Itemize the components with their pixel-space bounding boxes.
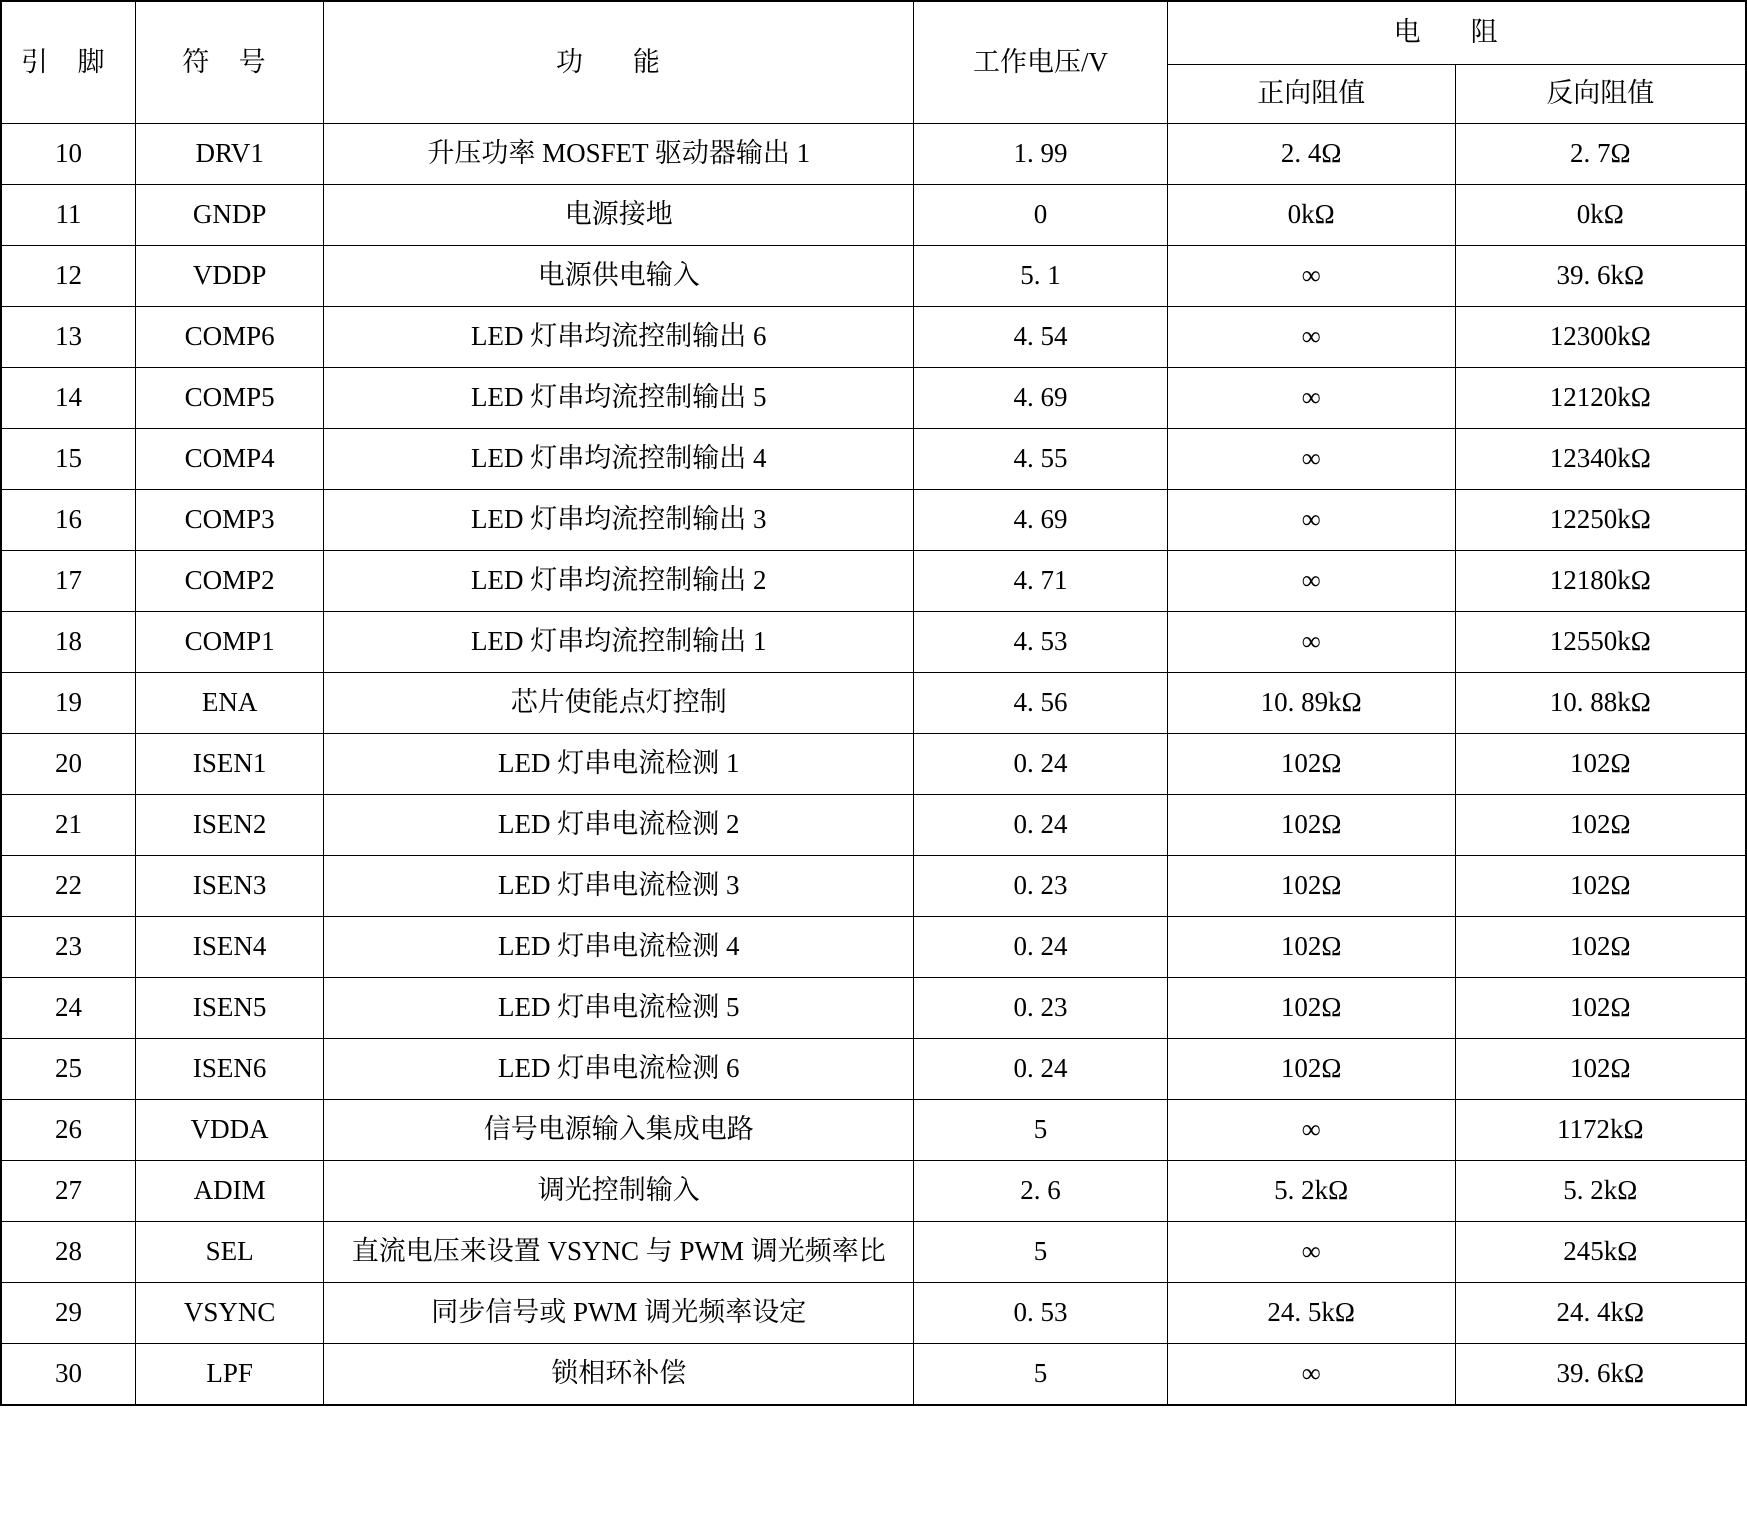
cell-function: LED 灯串均流控制输出 1 (324, 612, 914, 673)
column-header-voltage: 工作电压/V (914, 1, 1168, 124)
cell-reverse-resistance: 10. 88kΩ (1455, 673, 1746, 734)
cell-symbol: ISEN4 (135, 917, 324, 978)
cell-forward-resistance: 102Ω (1167, 978, 1455, 1039)
table-row (1, 1100, 1746, 1161)
cell-function: 升压功率 MOSFET 驱动器输出 1 (324, 124, 914, 185)
cell-forward-resistance: ∞ (1167, 429, 1455, 490)
cell-forward-resistance: ∞ (1167, 612, 1455, 673)
cell-reverse-resistance: 102Ω (1455, 978, 1746, 1039)
cell-forward-resistance: 5. 2kΩ (1167, 1161, 1455, 1222)
cell-forward-resistance: ∞ (1167, 1344, 1455, 1405)
cell-forward-resistance: 2. 4Ω (1167, 124, 1455, 185)
column-header-function: 功 能 (324, 1, 914, 124)
cell-pin: 20 (1, 734, 135, 795)
cell-reverse-resistance: 12120kΩ (1455, 368, 1746, 429)
cell-forward-resistance: ∞ (1167, 1100, 1455, 1161)
cell-voltage: 5 (914, 1344, 1168, 1405)
cell-function: LED 灯串均流控制输出 5 (324, 368, 914, 429)
cell-function: 电源接地 (324, 185, 914, 246)
cell-forward-resistance: ∞ (1167, 1222, 1455, 1283)
table-row (1, 856, 1746, 917)
cell-reverse-resistance: 12300kΩ (1455, 307, 1746, 368)
cell-pin: 26 (1, 1100, 135, 1161)
cell-voltage: 4. 55 (914, 429, 1168, 490)
cell-reverse-resistance: 24. 4kΩ (1455, 1283, 1746, 1344)
cell-voltage: 0. 24 (914, 795, 1168, 856)
cell-reverse-resistance: 102Ω (1455, 856, 1746, 917)
table-row (1, 551, 1746, 612)
cell-voltage: 5. 1 (914, 246, 1168, 307)
cell-pin: 14 (1, 368, 135, 429)
cell-voltage: 4. 71 (914, 551, 1168, 612)
cell-forward-resistance: 102Ω (1167, 1039, 1455, 1100)
cell-symbol: DRV1 (135, 124, 324, 185)
table-row (1, 490, 1746, 551)
column-header-reverse-resistance: 反向阻值 (1455, 65, 1746, 124)
cell-voltage: 4. 53 (914, 612, 1168, 673)
cell-symbol: LPF (135, 1344, 324, 1405)
cell-pin: 29 (1, 1283, 135, 1344)
cell-symbol: ISEN6 (135, 1039, 324, 1100)
cell-voltage: 2. 6 (914, 1161, 1168, 1222)
cell-symbol: VDDA (135, 1100, 324, 1161)
cell-symbol: ISEN2 (135, 795, 324, 856)
cell-pin: 13 (1, 307, 135, 368)
cell-reverse-resistance: 102Ω (1455, 1039, 1746, 1100)
cell-forward-resistance: 0kΩ (1167, 185, 1455, 246)
cell-function: LED 灯串电流检测 5 (324, 978, 914, 1039)
cell-function: LED 灯串电流检测 6 (324, 1039, 914, 1100)
cell-voltage: 4. 69 (914, 368, 1168, 429)
cell-function: 同步信号或 PWM 调光频率设定 (324, 1283, 914, 1344)
cell-voltage: 5 (914, 1222, 1168, 1283)
cell-forward-resistance: ∞ (1167, 368, 1455, 429)
cell-symbol: COMP6 (135, 307, 324, 368)
cell-reverse-resistance: 5. 2kΩ (1455, 1161, 1746, 1222)
cell-pin: 21 (1, 795, 135, 856)
cell-function: LED 灯串均流控制输出 4 (324, 429, 914, 490)
table-row (1, 795, 1746, 856)
cell-forward-resistance: ∞ (1167, 490, 1455, 551)
cell-reverse-resistance: 245kΩ (1455, 1222, 1746, 1283)
table-row (1, 673, 1746, 734)
table-row (1, 1161, 1746, 1222)
table-body (1, 124, 1746, 1405)
cell-pin: 23 (1, 917, 135, 978)
cell-reverse-resistance: 0kΩ (1455, 185, 1746, 246)
cell-forward-resistance: ∞ (1167, 551, 1455, 612)
cell-forward-resistance: ∞ (1167, 307, 1455, 368)
cell-reverse-resistance: 102Ω (1455, 917, 1746, 978)
table-row (1, 1344, 1746, 1405)
cell-voltage: 5 (914, 1100, 1168, 1161)
cell-function: LED 灯串电流检测 2 (324, 795, 914, 856)
cell-pin: 11 (1, 185, 135, 246)
cell-symbol: ISEN3 (135, 856, 324, 917)
cell-voltage: 1. 99 (914, 124, 1168, 185)
cell-symbol: ENA (135, 673, 324, 734)
cell-symbol: SEL (135, 1222, 324, 1283)
cell-voltage: 0. 24 (914, 1039, 1168, 1100)
table-row (1, 185, 1746, 246)
cell-symbol: COMP3 (135, 490, 324, 551)
cell-pin: 10 (1, 124, 135, 185)
table-row (1, 1222, 1746, 1283)
table-row (1, 734, 1746, 795)
cell-pin: 19 (1, 673, 135, 734)
cell-pin: 28 (1, 1222, 135, 1283)
cell-symbol: VDDP (135, 246, 324, 307)
cell-function: LED 灯串均流控制输出 3 (324, 490, 914, 551)
table-row (1, 917, 1746, 978)
cell-voltage: 0 (914, 185, 1168, 246)
cell-voltage: 4. 54 (914, 307, 1168, 368)
cell-forward-resistance: 102Ω (1167, 856, 1455, 917)
cell-function: 芯片使能点灯控制 (324, 673, 914, 734)
cell-voltage: 0. 24 (914, 917, 1168, 978)
cell-symbol: COMP4 (135, 429, 324, 490)
cell-symbol: COMP1 (135, 612, 324, 673)
cell-function: 信号电源输入集成电路 (324, 1100, 914, 1161)
table-row (1, 246, 1746, 307)
cell-forward-resistance: 102Ω (1167, 734, 1455, 795)
cell-reverse-resistance: 39. 6kΩ (1455, 246, 1746, 307)
cell-function: 锁相环补偿 (324, 1344, 914, 1405)
cell-forward-resistance: 10. 89kΩ (1167, 673, 1455, 734)
table-row (1, 429, 1746, 490)
cell-reverse-resistance: 12340kΩ (1455, 429, 1746, 490)
cell-pin: 30 (1, 1344, 135, 1405)
cell-function: LED 灯串均流控制输出 2 (324, 551, 914, 612)
column-header-forward-resistance: 正向阻值 (1167, 65, 1455, 124)
cell-pin: 16 (1, 490, 135, 551)
cell-forward-resistance: ∞ (1167, 246, 1455, 307)
cell-pin: 22 (1, 856, 135, 917)
cell-symbol: VSYNC (135, 1283, 324, 1344)
cell-voltage: 4. 69 (914, 490, 1168, 551)
header-row-top (1, 1, 1746, 65)
cell-reverse-resistance: 102Ω (1455, 795, 1746, 856)
cell-forward-resistance: 102Ω (1167, 917, 1455, 978)
column-header-pin: 引 脚 (1, 1, 135, 124)
cell-pin: 27 (1, 1161, 135, 1222)
cell-pin: 12 (1, 246, 135, 307)
cell-function: 调光控制输入 (324, 1161, 914, 1222)
cell-symbol: ADIM (135, 1161, 324, 1222)
table-row (1, 978, 1746, 1039)
cell-reverse-resistance: 1172kΩ (1455, 1100, 1746, 1161)
table-row (1, 124, 1746, 185)
cell-reverse-resistance: 2. 7Ω (1455, 124, 1746, 185)
cell-function: LED 灯串电流检测 4 (324, 917, 914, 978)
cell-reverse-resistance: 12550kΩ (1455, 612, 1746, 673)
table-row (1, 368, 1746, 429)
table-row (1, 612, 1746, 673)
cell-symbol: GNDP (135, 185, 324, 246)
column-header-resistance: 电 阻 (1167, 1, 1746, 65)
column-header-symbol: 符 号 (135, 1, 324, 124)
cell-reverse-resistance: 102Ω (1455, 734, 1746, 795)
cell-pin: 18 (1, 612, 135, 673)
cell-pin: 15 (1, 429, 135, 490)
cell-symbol: COMP5 (135, 368, 324, 429)
cell-function: 直流电压来设置 VSYNC 与 PWM 调光频率比 (324, 1222, 914, 1283)
cell-reverse-resistance: 12180kΩ (1455, 551, 1746, 612)
table-row (1, 1283, 1746, 1344)
cell-voltage: 0. 24 (914, 734, 1168, 795)
cell-voltage: 0. 23 (914, 978, 1168, 1039)
cell-pin: 25 (1, 1039, 135, 1100)
cell-reverse-resistance: 12250kΩ (1455, 490, 1746, 551)
cell-forward-resistance: 102Ω (1167, 795, 1455, 856)
cell-forward-resistance: 24. 5kΩ (1167, 1283, 1455, 1344)
cell-function: 电源供电输入 (324, 246, 914, 307)
cell-function: LED 灯串电流检测 1 (324, 734, 914, 795)
cell-pin: 17 (1, 551, 135, 612)
cell-symbol: COMP2 (135, 551, 324, 612)
table-row (1, 307, 1746, 368)
cell-symbol: ISEN5 (135, 978, 324, 1039)
cell-voltage: 0. 23 (914, 856, 1168, 917)
table-header (1, 1, 1746, 124)
cell-reverse-resistance: 39. 6kΩ (1455, 1344, 1746, 1405)
cell-voltage: 4. 56 (914, 673, 1168, 734)
cell-symbol: ISEN1 (135, 734, 324, 795)
cell-function: LED 灯串均流控制输出 6 (324, 307, 914, 368)
cell-function: LED 灯串电流检测 3 (324, 856, 914, 917)
table-row (1, 1039, 1746, 1100)
cell-voltage: 0. 53 (914, 1283, 1168, 1344)
cell-pin: 24 (1, 978, 135, 1039)
